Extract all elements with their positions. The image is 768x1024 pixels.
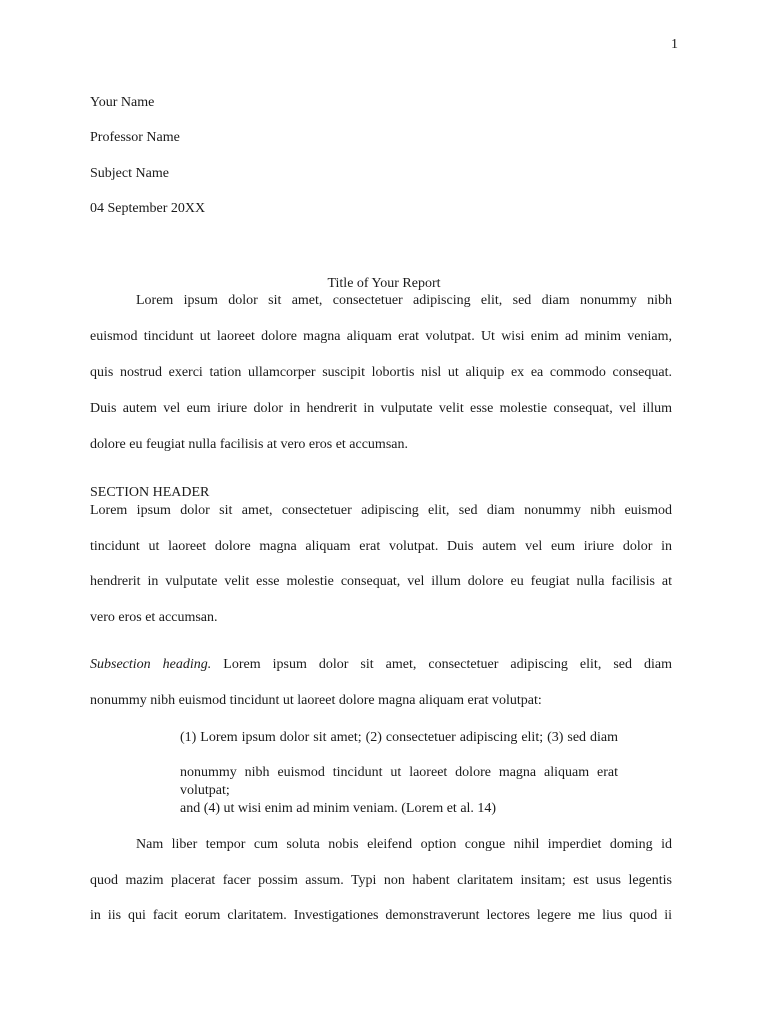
- subsection-text: Lorem ipsum dolor sit amet, consectetuer adipiscing elit, sed diam: [211, 657, 672, 672]
- paragraph-line: vero eros et accumsan.: [90, 610, 218, 625]
- paragraph-line: Duis autem vel eum iriure dolor in hendrerit in vulputate velit esse molestie consequat, vel illum: [90, 401, 672, 416]
- section-header: SECTION HEADER: [90, 485, 210, 500]
- subsection-first-line: [90, 656, 672, 674]
- paragraph-line: nonummy nibh euismod tincidunt ut laoreet dolore magna aliquam erat volutpat:: [90, 693, 542, 708]
- professor-name: Professor Name: [90, 130, 180, 145]
- paragraph-line: dolore eu feugiat nulla facilisis at vero eros et accumsan.: [90, 437, 408, 452]
- paragraph-line: quis nostrud exerci tation ullamcorper suscipit lobortis nisl ut aliquip ex ea commodo consequat.: [90, 365, 672, 380]
- report-title: Title of Your Report: [327, 276, 441, 291]
- paragraph-line: euismod tincidunt ut laoreet dolore magna aliquam erat volutpat. Ut wisi enim ad minim veniam,: [90, 329, 672, 344]
- paragraph-line: in iis qui facit eorum claritatem. Investigationes demonstraverunt lectores legere me lius quod ii: [90, 908, 672, 923]
- author-name: Your Name: [90, 95, 155, 110]
- paragraph-line: tincidunt ut laoreet dolore magna aliquam erat volutpat. Duis autem vel eum iriure dolor in: [90, 539, 672, 554]
- paragraph-line: Lorem ipsum dolor sit amet, consectetuer adipiscing elit, sed diam nonummy nibh: [136, 293, 672, 308]
- subject-name: Subject Name: [90, 166, 169, 181]
- block-quote-line: and (4) ut wisi enim ad minim veniam. (Lorem et al. 14): [180, 801, 497, 816]
- paragraph-line: hendrerit in vulputate velit esse molestie consequat, vel illum dolore eu feugiat nulla facilisis at: [90, 574, 672, 589]
- paragraph-line: Lorem ipsum dolor sit amet, consectetuer adipiscing elit, sed diam nonummy nibh euismod: [90, 503, 672, 518]
- page-number: 1: [671, 37, 678, 52]
- paragraph-line: Nam liber tempor cum soluta nobis eleifend option congue nihil imperdiet doming id: [136, 837, 672, 852]
- paragraph-line: quod mazim placerat facer possim assum. Typi non habent claritatem insitam; est usus legentis: [90, 873, 672, 888]
- block-quote-line: nonummy nibh euismod tincidunt ut laoreet dolore magna aliquam erat volutpat;: [180, 765, 618, 798]
- block-quote-line: (1) Lorem ipsum dolor sit amet; (2) consectetuer adipiscing elit; (3) sed diam: [180, 730, 618, 745]
- subsection-heading: Subsection heading.: [90, 657, 212, 672]
- document-date: 04 September 20XX: [90, 201, 206, 216]
